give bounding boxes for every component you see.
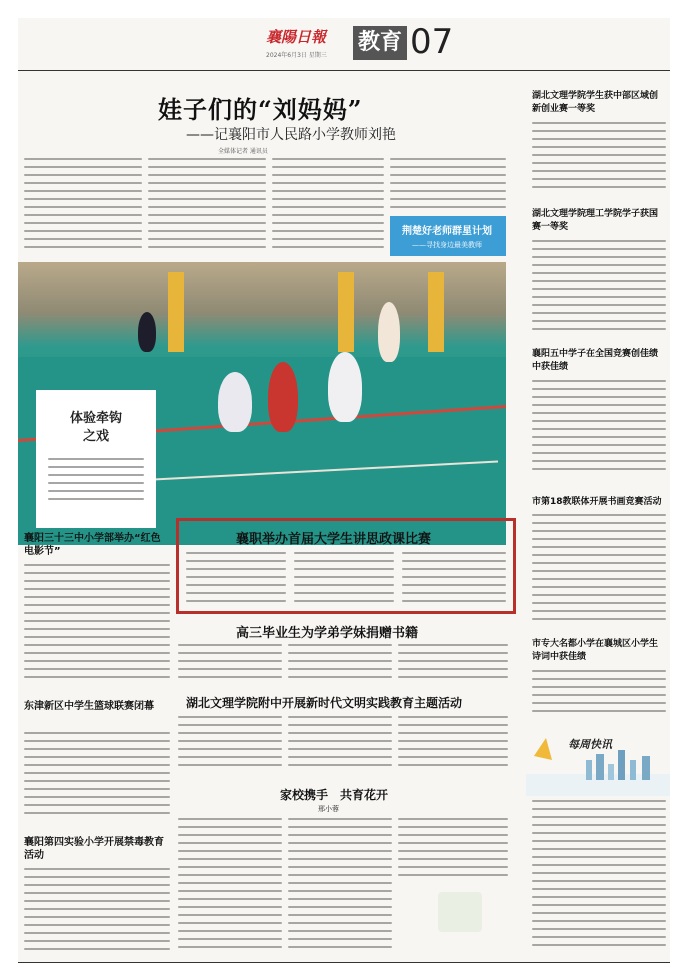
article-4-author: 邢小蓉 [318,805,339,813]
lead-subtitle: ——记襄阳市人民路小学教师刘艳 [186,127,396,143]
article-2-text-col-3 [398,644,508,688]
right-headline-1: 湖北文理学院学生获中部区域创新创业赛一等奖 [532,91,659,114]
decorative-stamp-icon [438,892,482,932]
article-3-text-col-2 [288,716,392,776]
right-text-5 [532,670,666,720]
promo-title: 荆楚好老师群星计划 [402,226,492,237]
newspaper-page [18,18,670,963]
weekly-news-title: 每周快讯 [568,738,612,751]
left-text-3 [24,868,170,958]
left-text-2 [24,732,170,822]
photo-caption-text [48,458,144,518]
left-headline-1: 襄阳三十三中小学部举办“红色电影节” [24,533,161,557]
article-3-text-col-3 [398,716,508,776]
boxed-text-col-3 [402,552,506,606]
article-2-text-col-2 [288,644,392,688]
article-3-text-col-1 [178,716,282,776]
boxed-text-col-2 [294,552,394,606]
left-headline-3: 襄阳第四实验小学开展禁毒教育活动 [24,837,164,861]
article-4-text-col-3 [398,818,508,888]
lead-text-col-1 [24,158,142,254]
article-4-text-col-2 [288,818,392,954]
article-2-headline: 高三毕业生为学弟学妹捐赠书籍 [236,626,419,641]
article-4-text-col-1 [178,818,282,954]
right-headline-2: 湖北文理学院理工学院学子获国赛一等奖 [532,209,659,232]
article-3-headline: 湖北文理学院附中开展新时代文明实践教育主题活动 [186,696,463,710]
masthead [18,18,670,74]
footer-rule [18,962,670,963]
boxed-text-col-1 [186,552,286,606]
lead-text-col-3 [272,158,384,254]
article-4-headline: 家校携手 共育花开 [280,788,389,802]
lead-headline: 娃子们的“刘妈妈” [158,95,363,124]
newspaper-logo: 襄陽日報 [266,28,327,46]
right-text-2 [532,240,666,340]
right-text-1 [532,122,666,194]
boxed-headline: 襄职举办首届大学生讲思政课比赛 [236,532,432,547]
photo-caption-title: 体验牵钩之戏 [69,411,122,444]
right-headline-4: 市第18教联体开展书画竞赛活动 [532,497,662,507]
lead-byline: 全媒体记者 通讯员 [218,148,268,155]
lead-text-col-4 [390,158,506,212]
right-text-3 [532,380,666,480]
section-label: 教育 [353,26,407,60]
right-text-4 [532,514,666,626]
promo-subtitle: ——寻找身边最美教师 [412,241,482,249]
page-number: 07 [410,22,454,62]
lead-text-col-2 [148,158,266,254]
left-headline-2: 东津新区中学生篮球联赛闭幕 [24,701,154,712]
weekly-news-text [532,800,666,956]
promo-banner [390,216,506,256]
issue-date: 2024年6月3日 星期三 [266,52,327,59]
header-rule [18,70,670,71]
article-2-text-col-1 [178,644,282,688]
left-text-1 [24,564,170,684]
right-headline-3: 襄阳五中学子在全国竞赛创佳绩中获佳绩 [532,349,659,372]
right-headline-5: 市专大名都小学在襄城区小学生诗词中获佳绩 [532,639,659,662]
